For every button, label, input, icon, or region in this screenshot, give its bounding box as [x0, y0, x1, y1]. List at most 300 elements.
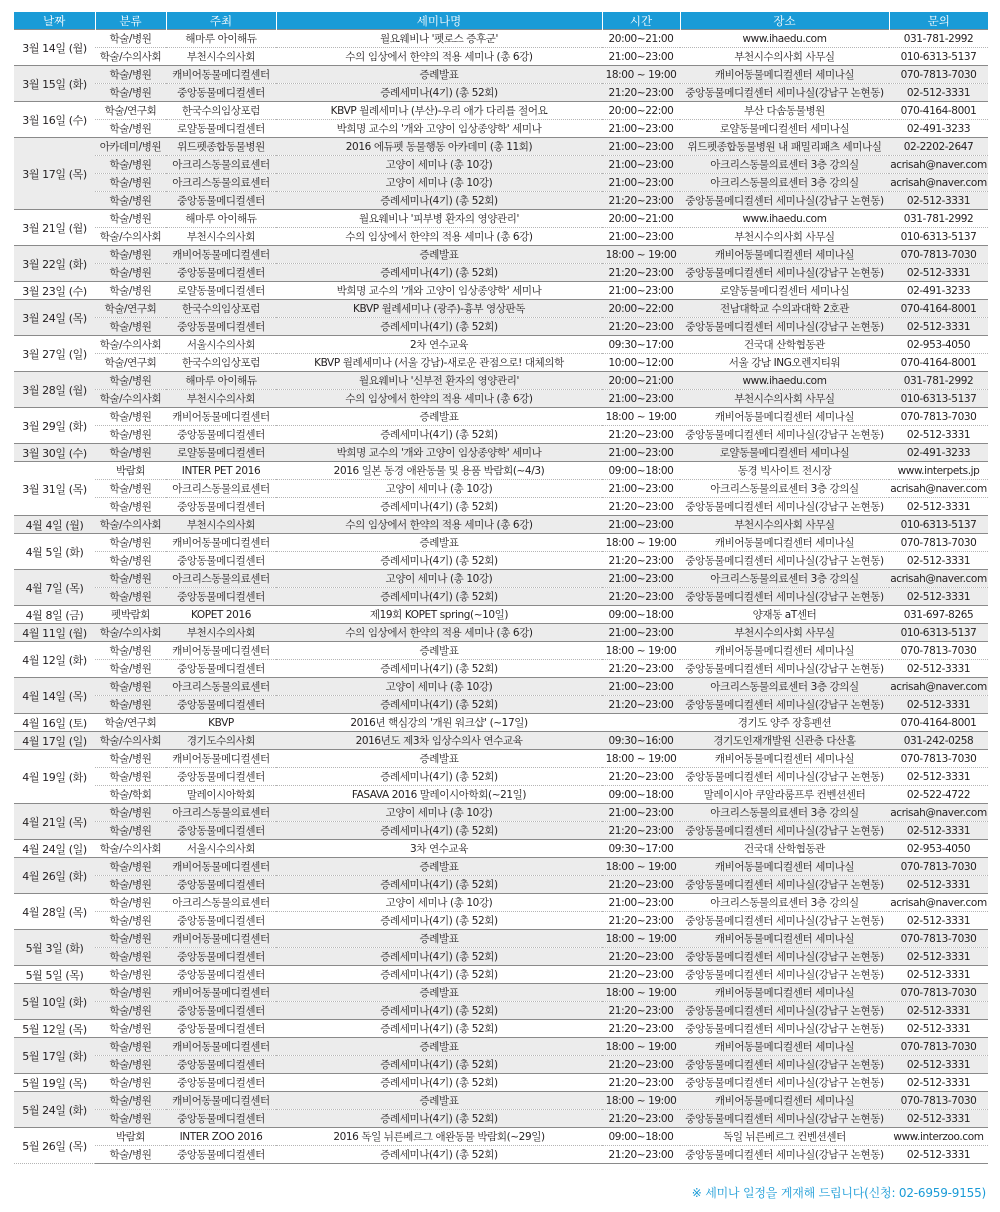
cell-category: 학술/병원	[95, 480, 166, 498]
table-row	[14, 912, 988, 930]
cell-place: 중앙동물메디컬센터 세미나실(강남구 논현동)	[680, 768, 889, 786]
cell-date: 3월 21일 (월)	[14, 210, 95, 246]
cell-host: 중앙동물메디컬센터	[166, 768, 276, 786]
cell-host: 한국수의임상포럼	[166, 300, 276, 318]
cell-place: 로얄동물메디컬센터 세미나실	[680, 282, 889, 300]
cell-date: 3월 22일 (화)	[14, 246, 95, 282]
cell-category: 학술/병원	[95, 1110, 166, 1128]
cell-time: 21:20~23:00	[602, 84, 680, 102]
cell-category: 학술/병원	[95, 408, 166, 426]
cell-date: 5월 5일 (목)	[14, 966, 95, 984]
table-row	[14, 1128, 988, 1146]
cell-category: 학술/병원	[95, 1020, 166, 1038]
cell-host: 중앙동물메디컬센터	[166, 552, 276, 570]
cell-time: 21:20~23:00	[602, 552, 680, 570]
cell-category: 학술/병원	[95, 372, 166, 390]
cell-category: 학술/병원	[95, 678, 166, 696]
table-row	[14, 840, 988, 858]
cell-category: 학술/병원	[95, 120, 166, 138]
cell-time: 21:00~23:00	[602, 894, 680, 912]
cell-date: 4월 7일 (목)	[14, 570, 95, 606]
cell-contact: 02-512-3331	[889, 768, 988, 786]
cell-category: 학술/병원	[95, 768, 166, 786]
cell-contact: 010-6313-5137	[889, 228, 988, 246]
cell-host: 부천시수의사회	[166, 228, 276, 246]
footer-note: ※ 세미나 일정을 게재해 드립니다(신청: 02-6959-9155)	[691, 1186, 986, 1200]
seminar-schedule-table	[14, 12, 988, 1164]
cell-date: 4월 28일 (목)	[14, 894, 95, 930]
cell-category: 학술/수의사회	[95, 624, 166, 642]
cell-category: 학술/병원	[95, 1038, 166, 1056]
table-row	[14, 138, 988, 156]
cell-contact: 02-512-3331	[889, 264, 988, 282]
cell-host: 부천시수의사회	[166, 48, 276, 66]
cell-place: 말레이시아 쿠알라룸프루 컨벤션센터	[680, 786, 889, 804]
cell-date: 5월 19일 (목)	[14, 1074, 95, 1092]
cell-title: 증례세미나(4기) (총 52회)	[276, 84, 602, 102]
cell-place: 부천시수의사회 사무실	[680, 48, 889, 66]
cell-host: 아크리스동물의료센터	[166, 678, 276, 696]
cell-contact: 070-7813-7030	[889, 66, 988, 84]
cell-contact: 02-512-3331	[889, 1146, 988, 1164]
cell-date: 3월 16일 (수)	[14, 102, 95, 138]
cell-contact: 02-512-3331	[889, 876, 988, 894]
cell-contact: 070-7813-7030	[889, 642, 988, 660]
cell-category: 학술/병원	[95, 552, 166, 570]
table-row	[14, 876, 988, 894]
cell-date: 3월 14일 (월)	[14, 30, 95, 66]
cell-host: 중앙동물메디컬센터	[166, 876, 276, 894]
cell-place: 중앙동물메디컬센터 세미나실(강남구 논현동)	[680, 264, 889, 282]
cell-time: 21:20~23:00	[602, 192, 680, 210]
cell-host: 중앙동물메디컬센터	[166, 1056, 276, 1074]
header-time: 시간	[602, 12, 680, 30]
cell-host: 로얄동물메디컬센터	[166, 444, 276, 462]
cell-host: 중앙동물메디컬센터	[166, 1110, 276, 1128]
cell-time: 18:00 ~ 19:00	[602, 642, 680, 660]
cell-contact: 02-512-3331	[889, 552, 988, 570]
cell-place: 캐비어동물메디컬센터 세미나실	[680, 246, 889, 264]
cell-time: 21:00~23:00	[602, 48, 680, 66]
cell-contact: 070-7813-7030	[889, 750, 988, 768]
table-row	[14, 624, 988, 642]
header-host: 주최	[166, 12, 276, 30]
cell-contact: 02-491-3233	[889, 282, 988, 300]
cell-title: 증례세미나(4기) (총 52회)	[276, 1020, 602, 1038]
cell-place: 아크리스동물의료센터 3층 강의실	[680, 156, 889, 174]
cell-place: 서울 강남 ING오렌지티워	[680, 354, 889, 372]
cell-title: 증례세미나(4기) (총 52회)	[276, 1146, 602, 1164]
table-row	[14, 66, 988, 84]
cell-host: 중앙동물메디컬센터	[166, 822, 276, 840]
cell-title: KBVP 월례세미나 (부산)-우리 애가 다리를 절어요	[276, 102, 602, 120]
cell-place: 중앙동물메디컬센터 세미나실(강남구 논현동)	[680, 912, 889, 930]
cell-title: 증례세미나(4기) (총 52회)	[276, 876, 602, 894]
cell-host: 아크리스동물의료센터	[166, 570, 276, 588]
table-row	[14, 696, 988, 714]
cell-contact: 02-512-3331	[889, 948, 988, 966]
cell-place: 중앙동물메디컬센터 세미나실(강남구 논현동)	[680, 1020, 889, 1038]
cell-contact: acrisah@naver.com	[889, 174, 988, 192]
cell-contact: 070-7813-7030	[889, 984, 988, 1002]
cell-place: 로얄동물메디컬센터 세미나실	[680, 120, 889, 138]
cell-title: 3차 연수교육	[276, 840, 602, 858]
cell-place: 경기도인재개발원 신관층 다산홀	[680, 732, 889, 750]
cell-place: 중앙동물메디컬센터 세미나실(강남구 논현동)	[680, 318, 889, 336]
cell-category: 학술/병원	[95, 156, 166, 174]
table-row	[14, 426, 988, 444]
cell-place: 캐비어동물메디컬센터 세미나실	[680, 642, 889, 660]
cell-category: 학술/병원	[95, 1146, 166, 1164]
cell-host: 한국수의임상포럼	[166, 102, 276, 120]
cell-time: 21:20~23:00	[602, 1020, 680, 1038]
table-row	[14, 84, 988, 102]
cell-place: 중앙동물메디컬센터 세미나실(강남구 논현동)	[680, 498, 889, 516]
table-row	[14, 444, 988, 462]
cell-host: KBVP	[166, 714, 276, 732]
cell-category: 학술/수의사회	[95, 732, 166, 750]
cell-host: 중앙동물메디컬센터	[166, 264, 276, 282]
cell-contact: 02-512-3331	[889, 966, 988, 984]
cell-time: 21:00~23:00	[602, 282, 680, 300]
cell-place: 위드펫종합동물병원 내 패밀리패츠 세미나실	[680, 138, 889, 156]
cell-category: 학술/병원	[95, 318, 166, 336]
table-row	[14, 552, 988, 570]
cell-title: 제19회 KOPET spring(~10일)	[276, 606, 602, 624]
cell-place: 건국대 산학협동관	[680, 840, 889, 858]
cell-category: 학술/병원	[95, 444, 166, 462]
cell-time: 18:00 ~ 19:00	[602, 534, 680, 552]
cell-host: 캐비어동물메디컬센터	[166, 642, 276, 660]
cell-category: 학술/병원	[95, 804, 166, 822]
cell-contact: 070-7813-7030	[889, 246, 988, 264]
header-title: 세미나명	[276, 12, 602, 30]
cell-title: 고양이 세미나 (총 10강)	[276, 804, 602, 822]
cell-time: 21:00~23:00	[602, 390, 680, 408]
cell-category: 학술/병원	[95, 426, 166, 444]
cell-time: 21:20~23:00	[602, 966, 680, 984]
cell-contact: 02-512-3331	[889, 1002, 988, 1020]
cell-title: 고양이 세미나 (총 10강)	[276, 480, 602, 498]
cell-category: 학술/병원	[95, 750, 166, 768]
cell-host: 부천시수의사회	[166, 516, 276, 534]
cell-title: 증례세미나(4기) (총 52회)	[276, 948, 602, 966]
cell-host: 아크리스동물의료센터	[166, 804, 276, 822]
cell-category: 박람회	[95, 1128, 166, 1146]
table-row	[14, 318, 988, 336]
cell-title: 증례발표	[276, 66, 602, 84]
cell-place: 중앙동물메디컬센터 세미나실(강남구 논현동)	[680, 1074, 889, 1092]
cell-category: 학술/수의사회	[95, 390, 166, 408]
cell-place: 캐비어동물메디컬센터 세미나실	[680, 66, 889, 84]
cell-date: 5월 24일 (화)	[14, 1092, 95, 1128]
table-row	[14, 1020, 988, 1038]
cell-contact: 02-2202-2647	[889, 138, 988, 156]
cell-host: 로얄동물메디컬센터	[166, 120, 276, 138]
table-row	[14, 714, 988, 732]
cell-time	[602, 714, 680, 732]
cell-time: 21:00~23:00	[602, 228, 680, 246]
cell-contact: 02-512-3331	[889, 1110, 988, 1128]
cell-contact: 010-6313-5137	[889, 48, 988, 66]
cell-time: 21:20~23:00	[602, 1056, 680, 1074]
cell-contact: 02-953-4050	[889, 840, 988, 858]
cell-host: 중앙동물메디컬센터	[166, 84, 276, 102]
header-category: 분류	[95, 12, 166, 30]
cell-place: 중앙동물메디컬센터 세미나실(강남구 논현동)	[680, 966, 889, 984]
cell-title: 증례세미나(4기) (총 52회)	[276, 588, 602, 606]
cell-place: www.ihaedu.com	[680, 372, 889, 390]
cell-title: 수의 임상에서 한약의 적용 세미나 (총 6강)	[276, 624, 602, 642]
cell-title: 수의 임상에서 한약의 적용 세미나 (총 6강)	[276, 516, 602, 534]
table-row	[14, 822, 988, 840]
cell-contact: 070-4164-8001	[889, 102, 988, 120]
cell-time: 21:20~23:00	[602, 876, 680, 894]
cell-host: 캐비어동물메디컬센터	[166, 408, 276, 426]
cell-host: 캐비어동물메디컬센터	[166, 66, 276, 84]
cell-category: 학술/병원	[95, 66, 166, 84]
cell-title: 월요웨비나 '신부전 환자의 영양관리'	[276, 372, 602, 390]
cell-place: 아크리스동물의료센터 3층 강의실	[680, 678, 889, 696]
cell-time: 21:00~23:00	[602, 804, 680, 822]
cell-category: 학술/병원	[95, 588, 166, 606]
cell-place: 부천시수의사회 사무실	[680, 228, 889, 246]
cell-category: 학술/병원	[95, 192, 166, 210]
table-row	[14, 966, 988, 984]
cell-place: 아크리스동물의료센터 3층 강의실	[680, 894, 889, 912]
cell-place: 부천시수의사회 사무실	[680, 516, 889, 534]
cell-place: 중앙동물메디컬센터 세미나실(강남구 논현동)	[680, 552, 889, 570]
cell-date: 4월 21일 (목)	[14, 804, 95, 840]
cell-title: 증례세미나(4기) (총 52회)	[276, 912, 602, 930]
cell-contact: 010-6313-5137	[889, 390, 988, 408]
cell-date: 3월 23일 (수)	[14, 282, 95, 300]
cell-contact: acrisah@naver.com	[889, 570, 988, 588]
cell-time: 21:00~23:00	[602, 480, 680, 498]
cell-contact: 070-7813-7030	[889, 930, 988, 948]
cell-time: 21:00~23:00	[602, 120, 680, 138]
cell-time: 21:20~23:00	[602, 498, 680, 516]
table-row	[14, 336, 988, 354]
cell-date: 5월 10일 (화)	[14, 984, 95, 1020]
cell-place: 중앙동물메디컬센터 세미나실(강남구 논현동)	[680, 822, 889, 840]
cell-time: 21:20~23:00	[602, 588, 680, 606]
cell-time: 21:20~23:00	[602, 948, 680, 966]
table-row	[14, 408, 988, 426]
cell-place: 중앙동물메디컬센터 세미나실(강남구 논현동)	[680, 588, 889, 606]
cell-contact: 02-512-3331	[889, 84, 988, 102]
cell-place: 캐비어동물메디컬센터 세미나실	[680, 930, 889, 948]
cell-time: 21:20~23:00	[602, 1146, 680, 1164]
table-row	[14, 1038, 988, 1056]
cell-contact: 02-512-3331	[889, 1056, 988, 1074]
cell-category: 학술/병원	[95, 264, 166, 282]
cell-time: 21:00~23:00	[602, 570, 680, 588]
cell-category: 학술/병원	[95, 696, 166, 714]
cell-contact: 02-512-3331	[889, 1020, 988, 1038]
cell-title: 수의 임상에서 한약의 적용 세미나 (총 6강)	[276, 390, 602, 408]
cell-host: 캐비어동물메디컬센터	[166, 1038, 276, 1056]
cell-category: 학술/병원	[95, 966, 166, 984]
cell-host: 중앙동물메디컬센터	[166, 966, 276, 984]
cell-category: 학술/병원	[95, 1092, 166, 1110]
cell-date: 4월 4일 (월)	[14, 516, 95, 534]
cell-date: 4월 26일 (화)	[14, 858, 95, 894]
table-row	[14, 228, 988, 246]
header-place: 장소	[680, 12, 889, 30]
cell-place: 로얄동물메디컬센터 세미나실	[680, 444, 889, 462]
cell-time: 21:20~23:00	[602, 912, 680, 930]
cell-contact: 070-4164-8001	[889, 354, 988, 372]
cell-title: 증례세미나(4기) (총 52회)	[276, 822, 602, 840]
cell-time: 20:00~22:00	[602, 300, 680, 318]
cell-time: 09:30~16:00	[602, 732, 680, 750]
table-row	[14, 246, 988, 264]
table-row	[14, 750, 988, 768]
cell-time: 21:00~23:00	[602, 624, 680, 642]
cell-host: 아크리스동물의료센터	[166, 480, 276, 498]
table-row	[14, 606, 988, 624]
table-row	[14, 120, 988, 138]
cell-title: 2016년도 제3차 임상수의사 연수교육	[276, 732, 602, 750]
cell-host: 중앙동물메디컬센터	[166, 1002, 276, 1020]
cell-time: 20:00~21:00	[602, 30, 680, 48]
cell-title: 증례발표	[276, 642, 602, 660]
table-row	[14, 660, 988, 678]
cell-place: 전남대학교 수의과대학 2호관	[680, 300, 889, 318]
cell-category: 박람회	[95, 462, 166, 480]
cell-place: 중앙동물메디컬센터 세미나실(강남구 논현동)	[680, 948, 889, 966]
table-row	[14, 354, 988, 372]
cell-category: 학술/병원	[95, 246, 166, 264]
cell-time: 18:00 ~ 19:00	[602, 246, 680, 264]
cell-place: 부천시수의사회 사무실	[680, 390, 889, 408]
cell-place: www.ihaedu.com	[680, 30, 889, 48]
cell-place: 중앙동물메디컬센터 세미나실(강남구 논현동)	[680, 84, 889, 102]
cell-place: 아크리스동물의료센터 3층 강의실	[680, 480, 889, 498]
table-row	[14, 516, 988, 534]
table-row	[14, 894, 988, 912]
cell-host: 아크리스동물의료센터	[166, 174, 276, 192]
cell-place: 캐비어동물메디컬센터 세미나실	[680, 408, 889, 426]
cell-time: 21:00~23:00	[602, 516, 680, 534]
cell-place: 양재동 aT센터	[680, 606, 889, 624]
cell-title: 증례세미나(4기) (총 52회)	[276, 426, 602, 444]
cell-title: KBVP 월례세미나 (서울 강남)-새로운 관점으로! 대체의학	[276, 354, 602, 372]
cell-contact: 02-512-3331	[889, 426, 988, 444]
table-body	[14, 30, 988, 1164]
cell-time: 18:00 ~ 19:00	[602, 1038, 680, 1056]
cell-host: 중앙동물메디컬센터	[166, 426, 276, 444]
cell-host: 캐비어동물메디컬센터	[166, 984, 276, 1002]
cell-title: 증례세미나(4기) (총 52회)	[276, 768, 602, 786]
cell-place: 캐비어동물메디컬센터 세미나실	[680, 534, 889, 552]
cell-contact: 031-781-2992	[889, 210, 988, 228]
cell-contact: 02-491-3233	[889, 444, 988, 462]
table-row	[14, 48, 988, 66]
cell-contact: 02-512-3331	[889, 822, 988, 840]
cell-category: 학술/연구회	[95, 714, 166, 732]
cell-category: 학술/수의사회	[95, 840, 166, 858]
cell-title: 증례발표	[276, 534, 602, 552]
cell-category: 학술/병원	[95, 1056, 166, 1074]
cell-contact: 02-512-3331	[889, 1074, 988, 1092]
cell-category: 학술/연구회	[95, 102, 166, 120]
cell-place: 캐비어동물메디컬센터 세미나실	[680, 1092, 889, 1110]
cell-time: 21:20~23:00	[602, 1110, 680, 1128]
table-row	[14, 498, 988, 516]
cell-host: 캐비어동물메디컬센터	[166, 750, 276, 768]
cell-place: 부천시수의사회 사무실	[680, 624, 889, 642]
table-row	[14, 462, 988, 480]
cell-place: 건국대 산학협동관	[680, 336, 889, 354]
table-row	[14, 858, 988, 876]
cell-host: 중앙동물메디컬센터	[166, 192, 276, 210]
cell-contact: 02-512-3331	[889, 192, 988, 210]
cell-title: 박희명 교수의 '개와 고양이 임상종양학' 세미나	[276, 444, 602, 462]
cell-title: 2016 일본 동경 애완동물 및 용품 박람회(~4/3)	[276, 462, 602, 480]
cell-category: 학술/병원	[95, 210, 166, 228]
cell-host: 해마루 아이해듀	[166, 210, 276, 228]
cell-contact: acrisah@naver.com	[889, 804, 988, 822]
cell-time: 21:20~23:00	[602, 426, 680, 444]
cell-time: 09:00~18:00	[602, 462, 680, 480]
cell-category: 학술/병원	[95, 282, 166, 300]
cell-category: 학술/병원	[95, 984, 166, 1002]
cell-title: 증례세미나(4기) (총 52회)	[276, 318, 602, 336]
table-row	[14, 768, 988, 786]
cell-category: 학술/병원	[95, 84, 166, 102]
cell-title: 증례발표	[276, 930, 602, 948]
cell-place: 중앙동물메디컬센터 세미나실(강남구 논현동)	[680, 426, 889, 444]
table-row	[14, 1110, 988, 1128]
cell-contact: 031-697-8265	[889, 606, 988, 624]
cell-time: 21:20~23:00	[602, 660, 680, 678]
cell-host: 중앙동물메디컬센터	[166, 318, 276, 336]
cell-title: 증례세미나(4기) (총 52회)	[276, 1074, 602, 1092]
cell-title: 증례발표	[276, 246, 602, 264]
cell-category: 학술/병원	[95, 876, 166, 894]
cell-time: 20:00~21:00	[602, 372, 680, 390]
cell-date: 3월 17일 (목)	[14, 138, 95, 210]
cell-title: 고양이 세미나 (총 10강)	[276, 156, 602, 174]
cell-host: 부천시수의사회	[166, 390, 276, 408]
cell-title: 2016년 핵심강의 '개원 워크샵' (~17일)	[276, 714, 602, 732]
cell-place: 중앙동물메디컬센터 세미나실(강남구 논현동)	[680, 1002, 889, 1020]
cell-date: 4월 12일 (화)	[14, 642, 95, 678]
cell-date: 4월 14일 (목)	[14, 678, 95, 714]
cell-title: 증례발표	[276, 1038, 602, 1056]
cell-time: 10:00~12:00	[602, 354, 680, 372]
cell-title: 증례세미나(4기) (총 52회)	[276, 660, 602, 678]
cell-host: KOPET 2016	[166, 606, 276, 624]
cell-time: 09:30~17:00	[602, 336, 680, 354]
cell-contact: 070-4164-8001	[889, 300, 988, 318]
table-row	[14, 534, 988, 552]
cell-host: 로얄동물메디컬센터	[166, 282, 276, 300]
table-row	[14, 30, 988, 48]
cell-title: FASAVA 2016 말레이시아학회(~21일)	[276, 786, 602, 804]
cell-title: 증례세미나(4기) (총 52회)	[276, 498, 602, 516]
cell-date: 3월 27일 (일)	[14, 336, 95, 372]
cell-category: 학술/병원	[95, 858, 166, 876]
cell-category: 학술/수의사회	[95, 516, 166, 534]
table-row	[14, 678, 988, 696]
table-row	[14, 102, 988, 120]
cell-category: 학술/병원	[95, 534, 166, 552]
table-row	[14, 192, 988, 210]
cell-date: 4월 8일 (금)	[14, 606, 95, 624]
